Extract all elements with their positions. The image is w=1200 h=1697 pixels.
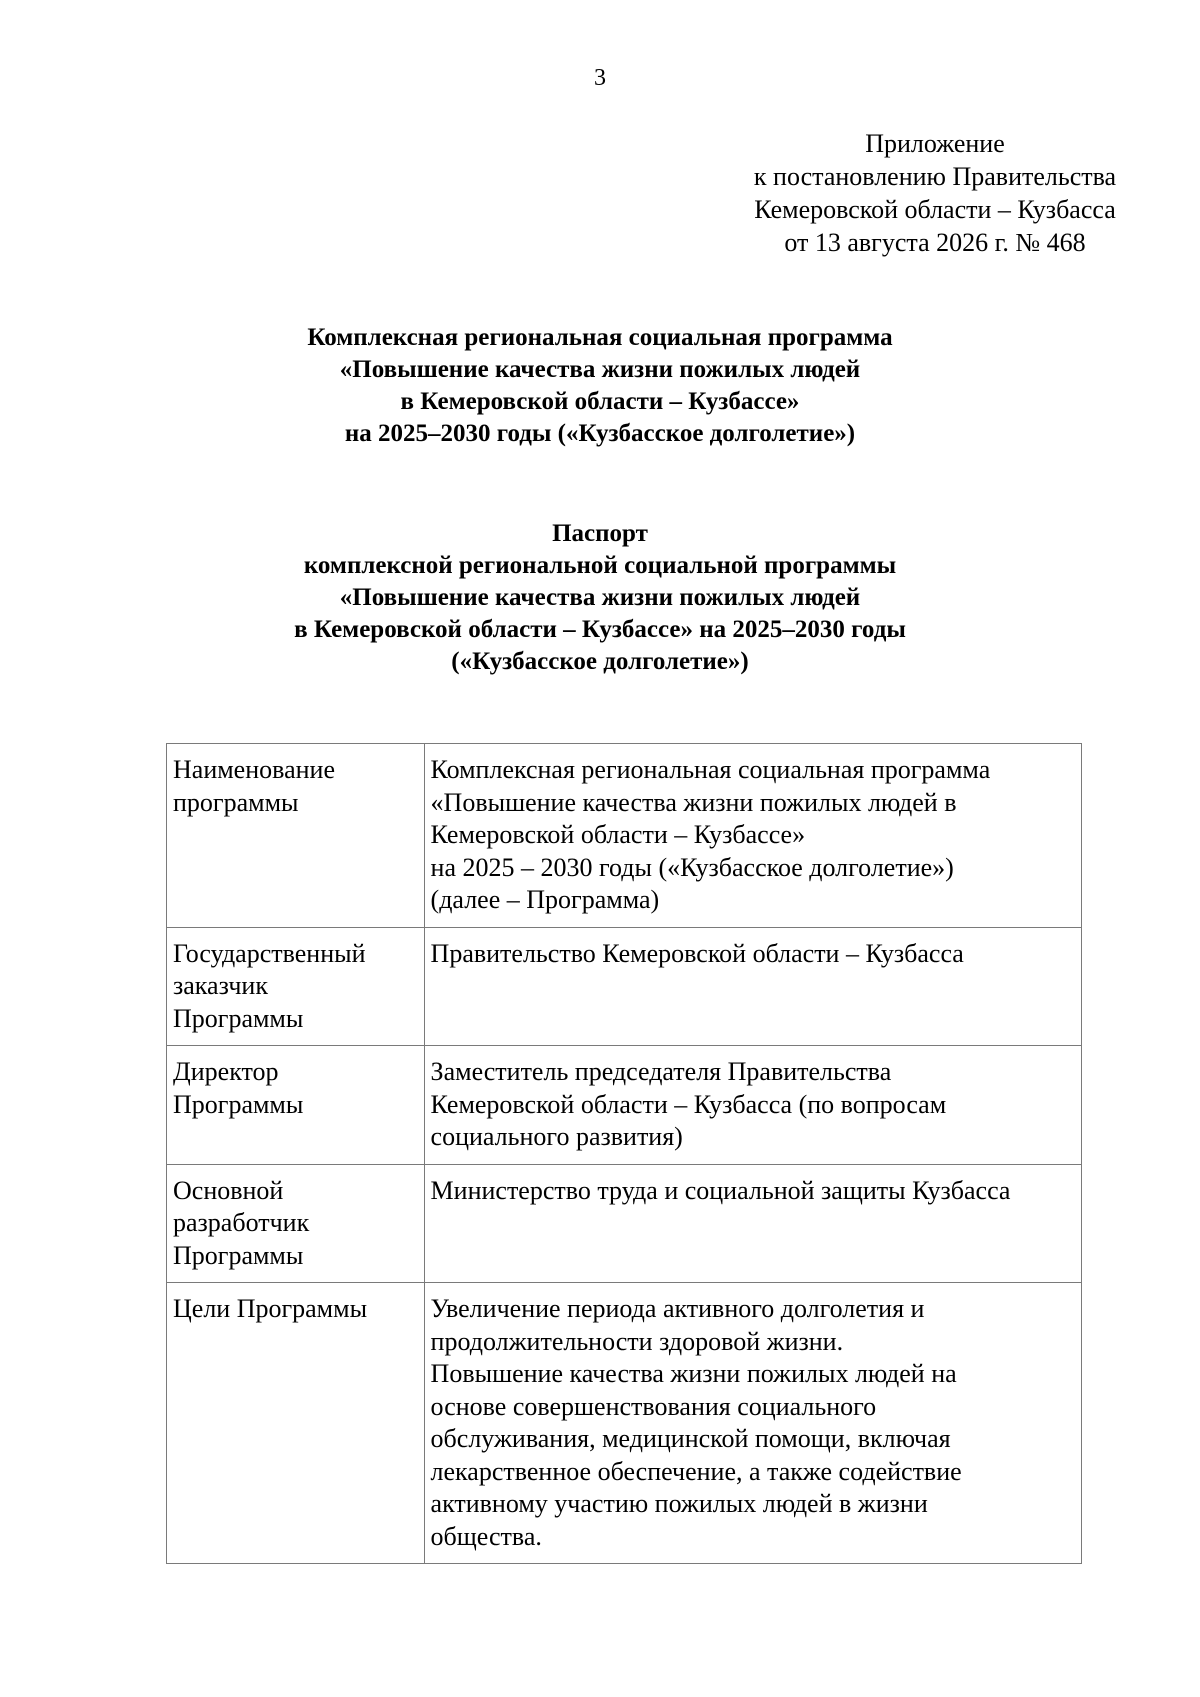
passport-title-line: в Кемеровской области – Кузбассе» на 2025–2030 годы [294,616,906,643]
label-line: Программы [173,1003,304,1033]
row-value [424,927,1081,1046]
row-label [167,927,425,1046]
value-line: Увеличение периода активного долголетия и [430,1294,925,1323]
appendix-line: к постановлению Правительства [753,162,1117,191]
row-value [424,744,1081,928]
value-line: Правительство Кемеровской области – Кузбасса [430,938,964,968]
table-row-director [167,1046,1082,1165]
row-label [167,1164,425,1283]
passport-table [166,743,1082,1564]
value-line: Кемеровской области – Кузбасса (по вопросам [430,1089,947,1119]
value-line: Кемеровской области – Кузбассе» [430,820,806,849]
label-line: Программы [173,1240,304,1270]
passport-title-line: («Кузбасское долголетие») [451,648,749,675]
value-line: Комплексная региональная социальная программа [430,755,991,784]
value-line: на 2025 – 2030 годы («Кузбасское долголетие») [430,852,954,882]
value-line: (далее – Программа) [430,885,660,914]
passport-title-line: Паспорт [552,520,648,547]
page-number: 3 [594,65,606,91]
label-line: программы [173,787,299,817]
table-row-main-developer [167,1164,1082,1283]
value-line: основе совершенствования социального [430,1391,877,1421]
value-line: «Повышение качества жизни пожилых людей в [430,787,957,817]
value-line: активному участию пожилых людей в жизни [430,1489,928,1518]
value-line: продолжительности здоровой жизни. [430,1326,844,1356]
value-line: социального развития) [430,1122,683,1151]
value-line: Повышение качества жизни пожилых людей на [430,1359,957,1388]
program-title-line: в Кемеровской области – Кузбассе» [400,388,800,415]
label-line: Программы [173,1089,304,1119]
passport-title-line: комплексной региональной социальной программы [303,552,897,579]
row-value [424,1164,1081,1283]
program-title-line: на 2025–2030 годы («Кузбасское долголетие») [344,420,856,447]
label-line: разработчик [173,1208,310,1237]
label-line: Цели Программы [173,1294,368,1323]
program-title-line: Комплексная региональная социальная программа [307,324,893,351]
label-line: Государственный [173,938,366,968]
passport-title [160,518,1040,678]
row-value [424,1046,1081,1165]
appendix-line: Кемеровской области – Кузбасса [754,195,1116,224]
value-line: обслуживания, медицинской помощи, включая [430,1424,951,1453]
table-row-goals [167,1283,1082,1564]
program-title [160,322,1040,450]
appendix-header [700,127,1170,259]
appendix-line: Приложение [865,129,1005,158]
row-label [167,1283,425,1564]
label-line: Директор [173,1057,279,1086]
passport-title-line: «Повышение качества жизни пожилых людей [339,584,861,611]
row-label [167,744,425,928]
value-line: лекарственное обеспечение, а также содействие [430,1456,962,1486]
table-row-program-name [167,744,1082,928]
label-line: Наименование [173,755,335,784]
value-line: Заместитель председателя Правительства [430,1057,892,1086]
label-line: Основной [173,1175,284,1205]
value-line: Министерство труда и социальной защиты Кузбасса [430,1175,1011,1205]
appendix-line: от 13 августа 2026 г. № 468 [784,228,1086,257]
program-title-line: «Повышение качества жизни пожилых людей [339,356,861,383]
value-line: общества. [430,1521,542,1551]
row-label [167,1046,425,1165]
table-row-state-customer [167,927,1082,1046]
row-value [424,1283,1081,1564]
label-line: заказчик [173,971,268,1000]
